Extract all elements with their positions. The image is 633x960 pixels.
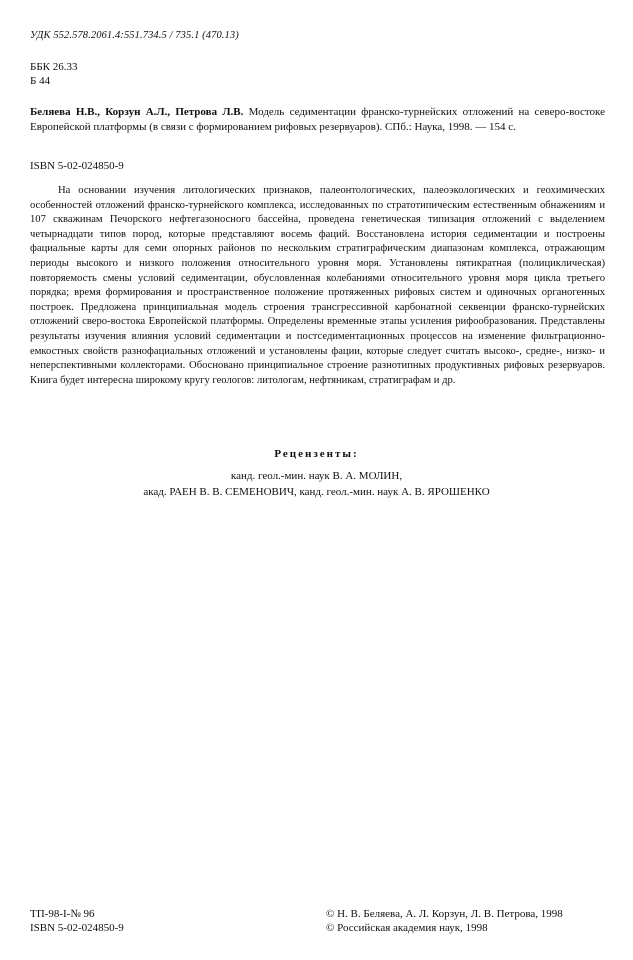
- udk-code: УДК 552.578.2061.4:551.734.5 / 735.1 (470.13): [30, 30, 239, 41]
- reviewer-line-2: акад. РАЕН В. В. СЕМЕНОВИЧ, канд. геол.-мин. наук А. В. ЯРОШЕНКО: [143, 486, 490, 498]
- book-description: Модель седиментации франско-турнейских отложений на северо-востоке Европейской платформы (в связи с формированием рифовых резервуаров). СПб.: Наука, 1998. — 154 с.: [30, 106, 606, 133]
- copyright-academy: © Российская академия наук, 1998: [326, 922, 488, 934]
- reviewer-line-1: канд. геол.-мин. наук В. А. МОЛИН,: [230, 470, 403, 482]
- annotation-paragraph: На основании изучения литологических признаков, палеонтологических, палеоэкологических и геохимических особенностей отложений франско-турнейского комплекса, исследованных по стратотипическим естественным обнажениям и 107 скважинам Печорского нефтегазоносного бассейна, проведена генетическая типизация отложений с выделением четырнадцати типов пород, которые представляют восемь фаций. Восстановлена история седиментации и построены фациальные карты для семи опорных районов по нескольким стратиграфическим диапазонам комплекса, отражающим периоды высокого и низкого положения относительного уровня моря. Установлены пятикратная (полициклическая) повторяемость смены условий седиментации, обусловленная колебаниями относительного уровня моря цикла третьего порядка; время формирования и пространственное положение протяженных рифовых систем и одиночных органогенных построек. Предложена принципиальная модель строения трансгрессивной карбонатной секвенции франско-турнейских отложений сверо-востока Европейской платформы. Определены временные этапы усиления рифообразования. Представлены результаты изучения влияния условий седиментации и постседиментационных процессов на изменение фильтрационно-емкостных свойств разнофациальных отложений и установлены фации, которые следует считать высоко-, средне-, низко- и неперспективными коллекторами. Обосновано принципиальное строение разнотипных продуктивных рифовых резервуаров. Книга будет интересна широкому кругу геологов: литологам, нефтяникам, стратиграфам и др.: [30, 185, 605, 386]
- bibliographic-record: [30, 105, 605, 135]
- isbn-bottom: ISBN 5-02-024850-9: [30, 922, 124, 934]
- tp-number: ТП-98-I-№ 96: [30, 908, 95, 920]
- copyright-authors: © Н. В. Беляева, А. Л. Корзун, Л. В. Петрова, 1998: [326, 908, 563, 920]
- bbk-index: Б 44: [30, 75, 51, 87]
- reviewers-heading: Рецензенты:: [274, 448, 359, 460]
- authors: Беляева Н.В., Корзун А.Л., Петрова Л.В.: [30, 106, 244, 118]
- bbk-code: ББК 26.33: [30, 61, 78, 73]
- isbn-top: ISBN 5-02-024850-9: [30, 160, 124, 172]
